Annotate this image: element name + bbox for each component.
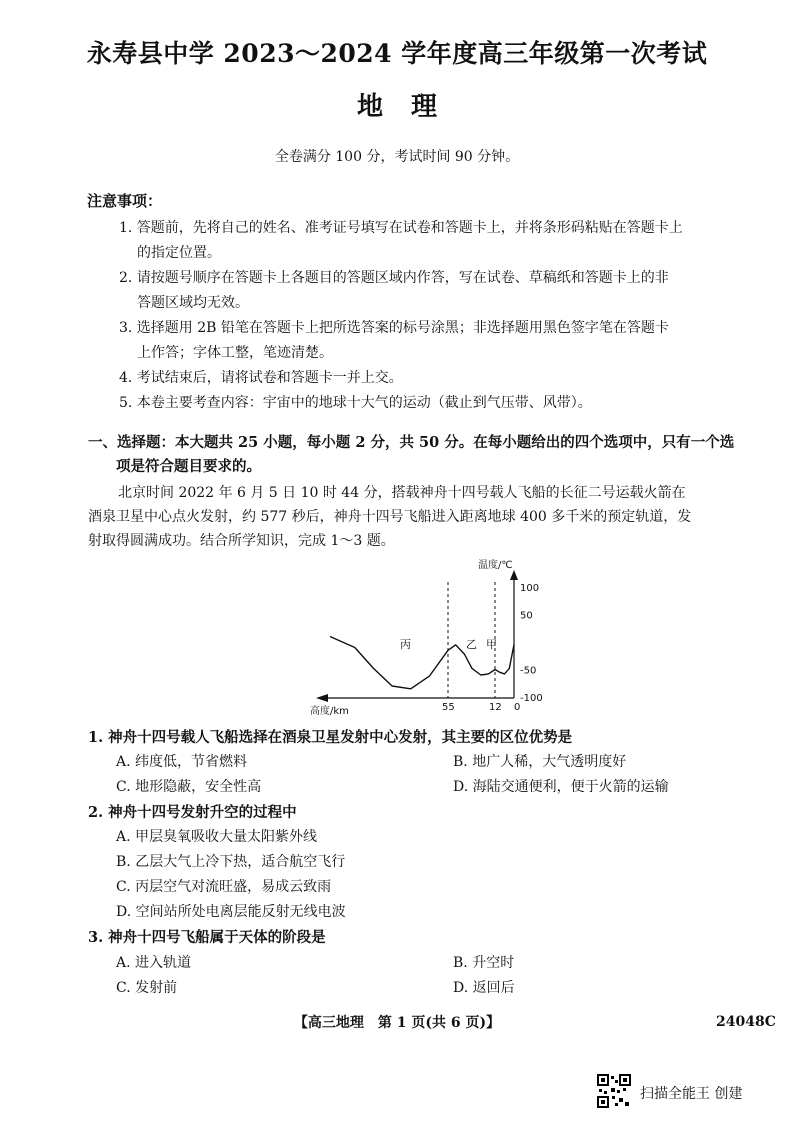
notice-line: 5. 本卷主要考查内容：宇宙中的地球十大气的运动（截止到气压带、风带）。 [119, 395, 592, 411]
notice-line: 答题区域均无效。 [137, 295, 249, 311]
option-d: D. 空间站所处电离层能反射无线电波 [116, 904, 346, 920]
x-tick-label: 0 [514, 702, 521, 713]
notice-heading: 注意事项： [87, 192, 163, 210]
notice-line: 2. 请按题号顺序在答题卡上各题目的答题区域内作答，写在试卷、草稿纸和答题卡上的非 [119, 270, 669, 286]
option-c: C. 地形隐蔽，安全性高 [116, 779, 262, 795]
notice-line: 4. 考试结束后，请将试卷和答题卡一并上交。 [119, 370, 403, 386]
question-stem: 1. 神舟十四号载人飞船选择在酒泉卫星发射中心发射，其主要的区位优势是 [88, 729, 573, 746]
scanner-watermark: 扫描全能王 创建 [640, 1086, 743, 1102]
layer-label: 乙 [466, 638, 477, 651]
y-axis-label: 温度/℃ [478, 560, 513, 571]
option-a: A. 进入轨道 [116, 955, 192, 971]
qr-code-icon [597, 1074, 631, 1108]
notice-line: 上作答；字体工整，笔迹清楚。 [137, 345, 333, 361]
x-tick-label: 55 [442, 702, 455, 713]
layer-label: 甲 [486, 638, 497, 651]
y-tick-label: 100 [520, 583, 540, 594]
option-a: A. 纬度低，节省燃料 [116, 754, 248, 770]
x-axis-label: 高度/km [310, 706, 349, 717]
passage-line: 酒泉卫星中心点火发射，约 577 秒后，神舟十四号飞船进入距离地球 400 多千米的预定轨道，发 [88, 509, 692, 525]
subject-title: 地理 [356, 92, 465, 122]
notice-line: 3. 选择题用 2B 铅笔在答题卡上把所选答案的标号涂黑；非选择题用黑色签字笔在答题卡 [119, 320, 669, 336]
option-b: B. 地广人稀，大气透明度好 [453, 754, 627, 770]
y-tick-label: -100 [520, 693, 543, 704]
option-a: A. 甲层臭氧吸收大量太阳紫外线 [116, 829, 318, 845]
full-score-note: 全卷满分 100 分，考试时间 90 分钟。 [274, 149, 520, 165]
section-heading-cont: 项是符合题目要求的。 [116, 458, 261, 475]
y-tick-label: 50 [520, 610, 533, 622]
option-b: B. 升空时 [453, 955, 515, 971]
x-tick-label: 12 [489, 702, 502, 713]
option-d: D. 海陆交通便利，便于火箭的运输 [453, 779, 669, 795]
layer-label: 丙 [400, 638, 411, 651]
exam-title: 永寿县中学 2023～2024 学年度高三年级第一次考试 [86, 39, 708, 68]
section-heading: 一、选择题：本大题共 25 小题，每小题 2 分，共 50 分。在每小题给出的四个选项中，只有一个选 [88, 434, 735, 451]
paper-code: 24048C [716, 1014, 776, 1030]
question-stem: 2. 神舟十四号发射升空的过程中 [88, 804, 297, 821]
x-axis-arrow [316, 694, 328, 702]
option-c: C. 丙层空气对流旺盛，易成云致雨 [116, 879, 332, 895]
notice-line: 1. 答题前，先将自己的姓名、准考证号填写在试卷和答题卡上，并将条形码粘贴在答题卡上 [119, 220, 683, 236]
y-tick-label: -50 [520, 665, 537, 677]
option-d: D. 返回后 [453, 980, 515, 996]
option-c: C. 发射前 [116, 980, 178, 996]
question-stem: 3. 神舟十四号飞船属于天体的阶段是 [88, 929, 326, 946]
passage-line: 北京时间 2022 年 6 月 5 日 10 时 44 分，搭载神舟十四号载人飞船的长征二号运载火箭在 [118, 485, 686, 501]
page-footer: 【高三地理 第 1 页(共 6 页)】 [293, 1015, 501, 1031]
atmosphere-temperature-chart [300, 558, 560, 718]
notice-line: 的指定位置。 [137, 245, 221, 261]
y-axis-arrow [510, 570, 518, 580]
option-b: B. 乙层大气上冷下热，适合航空飞行 [116, 854, 346, 870]
passage-line: 射取得圆满成功。结合所学知识，完成 1～3 题。 [88, 533, 395, 549]
